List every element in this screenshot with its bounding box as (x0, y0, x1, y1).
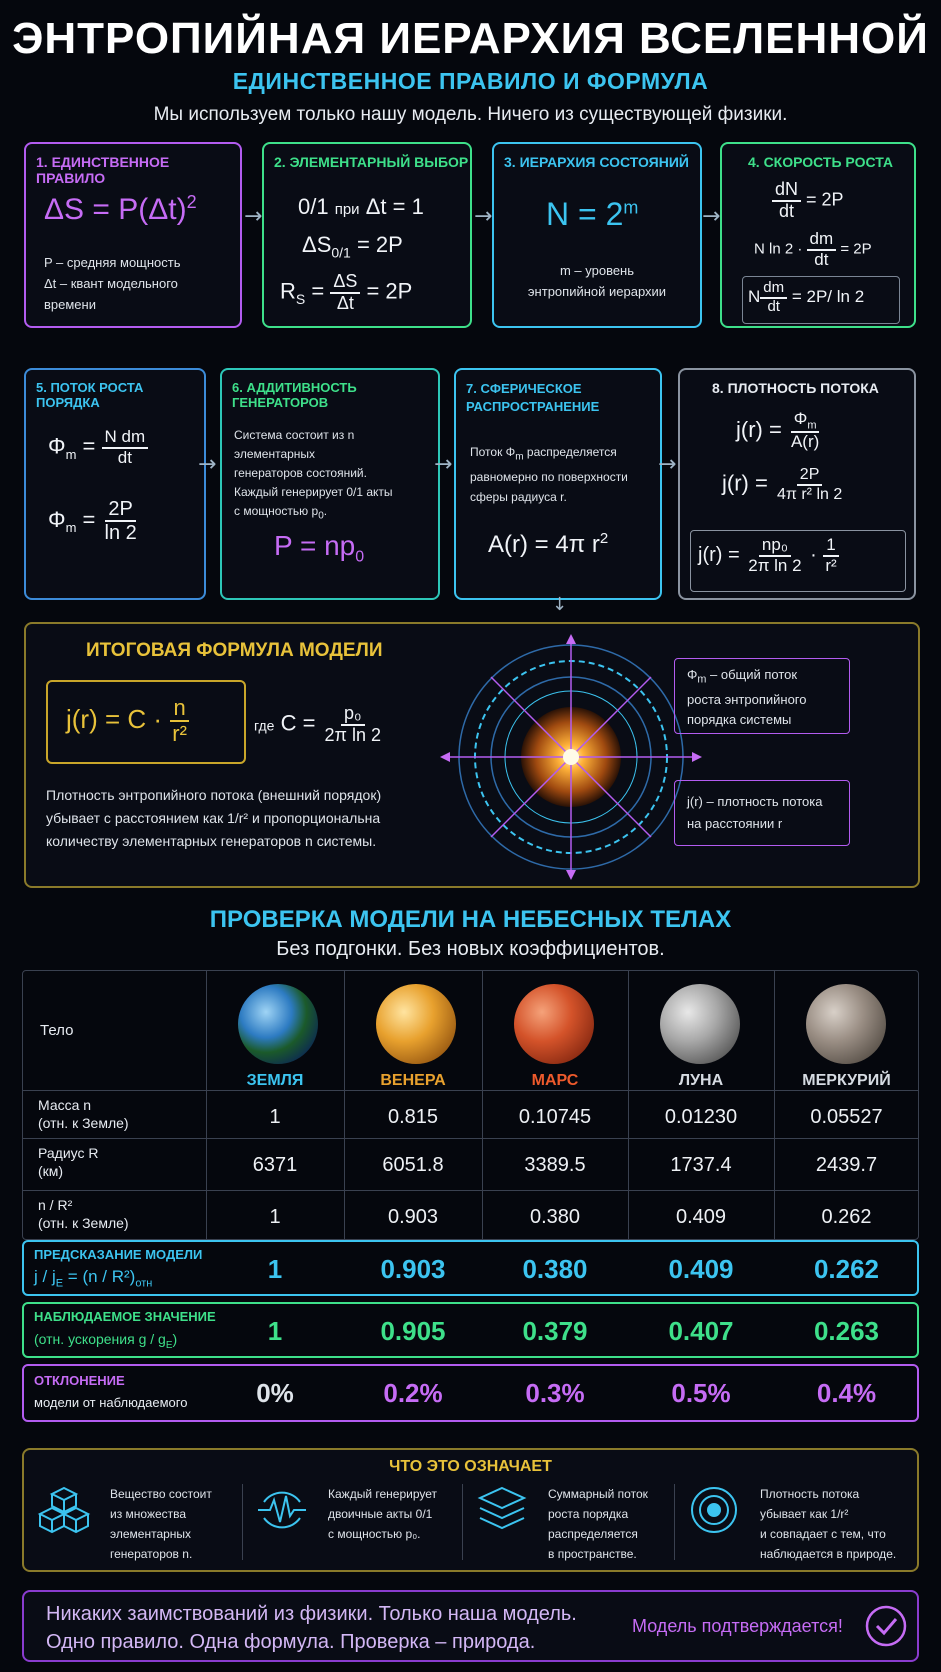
table-header-label: Тело (40, 1022, 74, 1039)
step-6-card (220, 368, 440, 600)
venus-image (376, 984, 456, 1064)
divider (242, 1484, 243, 1560)
prediction-value: 0.380 (522, 1254, 588, 1284)
prediction-label: ПРЕДСКАЗАНИЕ МОДЕЛИ (34, 1247, 203, 1262)
table-cell: 1 (269, 1106, 281, 1128)
step-description: m – уровень энтропийной иерархии (527, 263, 667, 299)
step-title: 2. ЭЛЕМЕНТАРНЫЙ ВЫБОР (274, 154, 469, 170)
sphere-flux-diagram (436, 630, 706, 884)
step-title: 3. ИЕРАРХИЯ СОСТОЯНИЙ (504, 154, 689, 170)
arrow-icon: → (434, 452, 453, 477)
meaning-item-text: Суммарный поток роста порядка распределяется в пространстве. (548, 1487, 648, 1561)
prediction-value: 0.903 (380, 1254, 446, 1284)
prediction-value: 1 (267, 1254, 283, 1284)
arrow-icon: → (198, 452, 217, 477)
observed-value: 0.263 (813, 1316, 880, 1346)
meaning-item-text: Плотность потока убывает как 1/r² и совпадает с тем, что наблюдается в природе. (760, 1487, 897, 1561)
footer-text: Никаких заимствований из физики. Только наша модель. Одно правило. Одна формула. Проверка – природа. (46, 1603, 577, 1653)
meaning-title: ЧТО ЭТО ОЗНАЧАЕТ (389, 1458, 552, 1475)
prediction-value: 0.409 (668, 1254, 734, 1284)
table-cell: 0.815 (387, 1106, 439, 1128)
deviation-sublabel: модели от наблюдаемого (34, 1395, 188, 1410)
constant-formula: где C = $\frac{\text{p₀}}{\text{2π ln 2}}$ (254, 703, 381, 745)
step-title: 4. СКОРОСТЬ РОСТА (748, 154, 894, 170)
table-cell: 6051.8 (382, 1154, 444, 1176)
deviation-value: 0.3% (525, 1378, 585, 1408)
body-name: МАРС (531, 1072, 579, 1089)
step-title: 8. ПЛОТНОСТЬ ПОТОКА (712, 380, 879, 396)
body-name: МЕРКУРИЙ (802, 1072, 891, 1089)
check-subtitle: Без подгонки. Без новых коэффициентов. (276, 938, 665, 960)
formula-line-3: $R_S$ = $\frac{\Delta S}{\Delta t}$ = 2P (280, 271, 413, 313)
table-cell: 6371 (252, 1154, 298, 1176)
formula-line-2: $\Delta S_{0/1} = 2P$ (302, 232, 403, 261)
body-name: ЛУНА (678, 1072, 724, 1089)
deviation-label: ОТКЛОНЕНИЕ (34, 1373, 125, 1388)
arrow-icon: → (474, 204, 493, 229)
deviation-value: 0% (256, 1378, 294, 1408)
cubes-icon (36, 1482, 92, 1542)
table-cell: 0.01230 (664, 1106, 738, 1128)
footer-panel (22, 1590, 919, 1662)
step-title: 5. ПОТОК РОСТА ПОРЯДКА (36, 380, 144, 410)
formula-line-2: N ln 2 · $\frac{dm}{dt}$ = 2P (754, 229, 872, 269)
body-name: ЗЕМЛЯ (246, 1072, 304, 1089)
body-name: ВЕНЕРА (380, 1072, 446, 1089)
deviation-value: 0.4% (816, 1378, 877, 1408)
step-3-card (492, 142, 702, 328)
formula: $N = 2^m$ (546, 196, 639, 232)
table-cell: 0.05527 (810, 1106, 883, 1128)
arrow-icon: → (244, 204, 263, 229)
formula: $\Delta S = P(\Delta t)^2$ (44, 192, 197, 226)
formula-line-1: $\Phi_m$ = $\frac{\text{N dm}}{dt}$ (48, 428, 148, 467)
meaning-item-text: Вещество состоит из множества элементарных генераторов n. (110, 1487, 212, 1561)
observed-value: 0.407 (668, 1316, 734, 1346)
page-subtitle: ЕДИНСТВЕННОЕ ПРАВИЛО И ФОРМУЛА (232, 68, 709, 94)
table-cell: 1737.4 (670, 1154, 732, 1176)
formula-line-2: $\Phi_m$ = $\frac{2P}{\ln 2}$ (48, 498, 137, 544)
step-7-card (454, 368, 662, 600)
table-cell: 0.903 (387, 1206, 439, 1228)
row-label: Радиус R (км) (38, 1145, 99, 1179)
step-title: 6. АДДИТИВНОСТЬ ГЕНЕРАТОРОВ (232, 380, 357, 410)
check-circle-icon (864, 1604, 908, 1648)
check-title: ПРОВЕРКА МОДЕЛИ НА НЕБЕСНЫХ ТЕЛАХ (209, 906, 732, 933)
meaning-item-text: Каждый генерирует двоичные акты 0/1 с мощностью p₀. (328, 1487, 437, 1541)
formula-line-1: $\frac{dN}{dt}$ = 2P (772, 180, 844, 222)
arrow-icon: → (702, 204, 721, 229)
formula: $P = np_0$ (274, 530, 365, 566)
formula-line-3: N $\frac{dm}{dt}$ = 2P/ ln 2 (748, 279, 865, 315)
note-text: j(r) – плотность потока на расстоянии r (687, 794, 823, 831)
final-formula: j(r) = C · $\frac{n}{\text{r²}}$ (66, 695, 187, 747)
note-box-density (674, 780, 850, 846)
target-icon (686, 1482, 742, 1542)
row-label: Масса n (отн. к Земле) (38, 1097, 129, 1131)
table-cell: 0.10745 (518, 1106, 592, 1128)
final-description: Плотность энтропийного потока (внешний порядок) убывает с расстоянием как 1/r² и пропорциональна количеству элементарных генераторов n системы. (46, 787, 382, 849)
arrow-icon: → (658, 452, 677, 477)
formula-line-1: 0/1 при Δt = 1 (298, 194, 424, 219)
row-label: n / R² (отн. к Земле) (38, 1197, 129, 1231)
step-description: Поток $\Phi_m$ распределяется равномерно по поверхности сферы радиуса r. (470, 445, 628, 505)
formula-line-3: j(r) = $\frac{\text{np₀}}{\text{2π ln 2}}$ · $\frac{1}{\text{r²}}$ (698, 536, 840, 575)
deviation-value: 0.5% (671, 1378, 731, 1408)
intro-text: Мы используем только нашу модель. Ничего из существующей физики. (153, 104, 788, 125)
step-1-card (24, 142, 242, 328)
table-cell: 0.262 (821, 1206, 872, 1228)
earth-image (238, 984, 318, 1064)
comparison-table (22, 970, 919, 1240)
step-8-card (678, 368, 916, 600)
step-title: 1. ЕДИНСТВЕННОЕ ПРАВИЛО (36, 154, 170, 186)
note-text: $\Phi_m$ – общий поток роста энтропийного порядка системы (687, 667, 807, 727)
moon-image (660, 984, 740, 1064)
observed-sublabel: (отн. ускорения g / $g_E$) (34, 1331, 178, 1351)
step-2-card (262, 142, 472, 328)
observed-label: НАБЛЮДАЕМОЕ ЗНАЧЕНИЕ (34, 1309, 216, 1324)
step-4-card (720, 142, 916, 328)
arrow-down-icon: ↓ (552, 594, 568, 615)
divider (674, 1484, 675, 1560)
table-cell: 3389.5 (524, 1154, 586, 1176)
observed-value: 0.905 (380, 1316, 446, 1346)
table-cell: 0.409 (675, 1206, 727, 1228)
step-5-card (24, 368, 206, 600)
final-title: ИТОГОВАЯ ФОРМУЛА МОДЕЛИ (86, 640, 383, 661)
step-title: 7. СФЕРИЧЕСКОЕ РАСПРОСТРАНЕНИЕ (466, 381, 600, 414)
prediction-formula: $j / j_E = (n / R^2)_{отн}$ (34, 1267, 153, 1290)
page-title: ЭНТРОПИЙНАЯ ИЕРАРХИЯ ВСЕЛЕННОЙ (12, 14, 929, 63)
formula-line-1: j(r) = $\frac{\Phi_m}{A(r)}$ (736, 409, 820, 452)
step-description: Система состоит из n элементарных генераторов состояний. Каждый генерирует 0/1 акты с мощностью $p_0$. (234, 428, 393, 522)
observed-value: 1 (267, 1316, 283, 1346)
note-box-flux (674, 658, 850, 734)
confirm-text: Модель подтверждается! (632, 1616, 843, 1636)
deviation-value: 0.2% (383, 1378, 443, 1408)
table-cell: 1 (269, 1206, 281, 1228)
layers-icon (474, 1482, 530, 1542)
observed-value: 0.379 (522, 1316, 588, 1346)
formula-line-2: j(r) = $\frac{2P}{\text{4π r² ln 2}}$ (722, 466, 843, 503)
table-cell: 0.380 (529, 1206, 581, 1228)
prediction-value: 0.262 (813, 1254, 880, 1284)
formula: A(r) = 4π $r^2$ (488, 530, 609, 558)
table-cell: 2439.7 (815, 1154, 878, 1176)
final-formula-panel (24, 622, 920, 888)
pulse-icon (254, 1482, 310, 1542)
step-description: P – средняя мощность Δt – квант модельного времени (44, 255, 181, 312)
divider (462, 1484, 463, 1560)
mars-image (514, 984, 594, 1064)
mercury-image (806, 984, 886, 1064)
